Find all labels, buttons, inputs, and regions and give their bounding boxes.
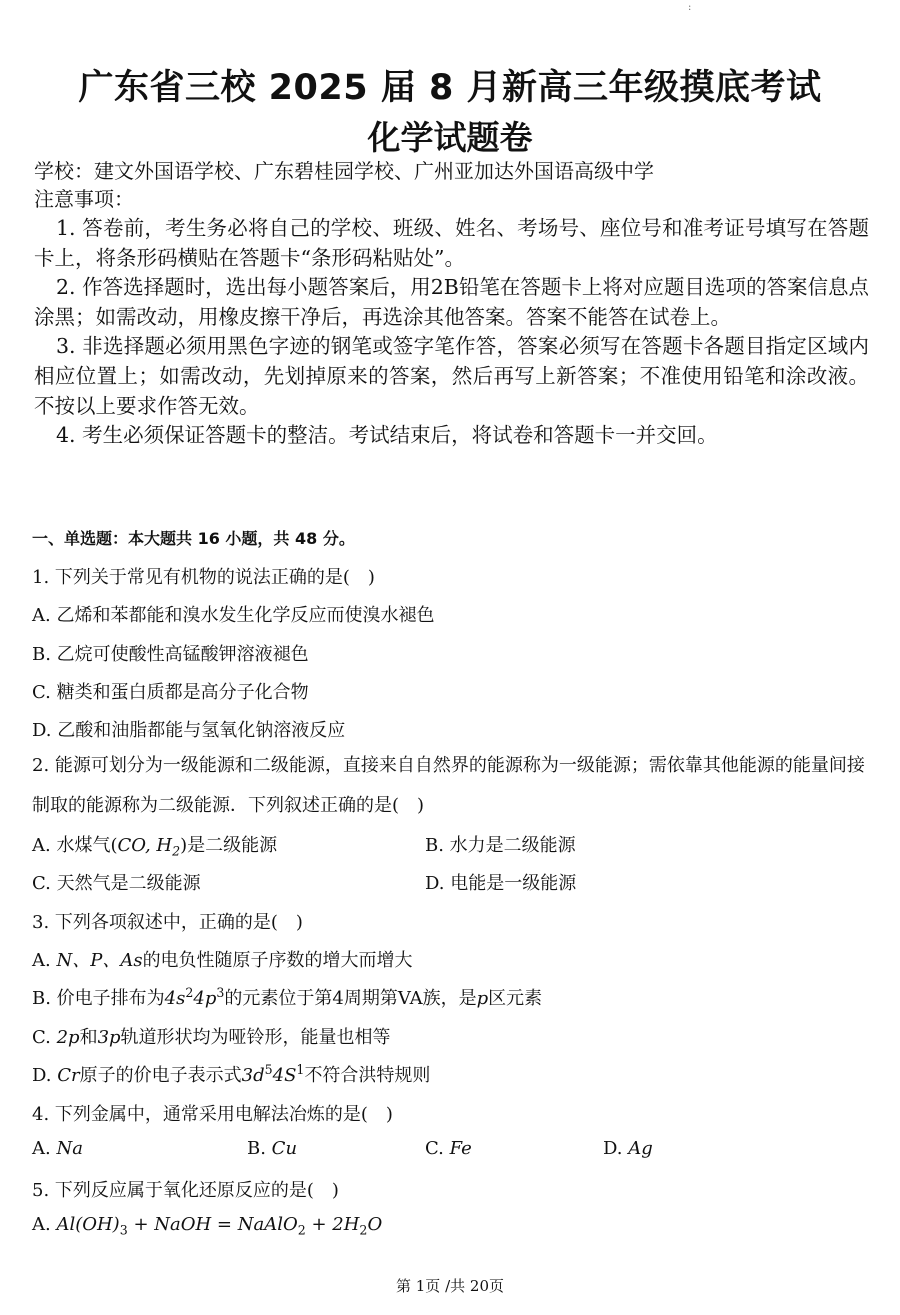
- question-4-option-b: B. Cu: [247, 1138, 298, 1159]
- question-5-option-a: A. $Al(OH)_3$ + NaOH = NaAlO$_2$ + $2H_2O$: [32, 1214, 383, 1238]
- question-3-option-a: A. N、P、As的电负性随原子序数的增大而增大: [32, 950, 413, 971]
- notice-item: 2. 作答选择题时，选出每小题答案后，用2B铅笔在答题卡上将对应题目选项的答案信息点涂黑；如需改动，用橡皮擦干净后，再选涂其他答案。答案不能答在试卷上。: [34, 275, 869, 329]
- page-footer: 第 1页 /共 20页: [396, 1277, 504, 1295]
- question-4-option-a: A. Na: [32, 1138, 83, 1159]
- notice-item: 1. 答卷前，考生务必将自己的学校、班级、姓名、考场号、座位号和准考证号填写在答题卡上，将条形码横贴在答题卡“条形码粘贴处”。: [34, 216, 869, 270]
- question-1-stem: 1. 下列关于常见有机物的说法正确的是( ): [32, 567, 375, 588]
- question-4-option-c: C. Fe: [425, 1138, 472, 1159]
- question-1-option-d: D. 乙酸和油脂都能与氢氧化钠溶液反应: [32, 720, 346, 741]
- question-1-option-b: B. 乙烷可使酸性高锰酸钾溶液褪色: [32, 644, 309, 665]
- question-4-option-d: D. Ag: [603, 1138, 653, 1159]
- question-2-stem: 2. 能源可划分为一级能源和二级能源，直接来自自然界的能源称为一级能源；需依靠其他能源的能量间接制取的能源称为二级能源．下列叙述正确的是( ): [32, 755, 865, 816]
- question-5-stem: 5. 下列反应属于氧化还原反应的是( ): [32, 1180, 339, 1201]
- notice-heading: 注意事项：: [34, 187, 134, 211]
- corner-mark: :: [688, 2, 692, 13]
- question-2-option-c: C. 天然气是二级能源: [32, 873, 201, 894]
- section-title: 一、单选题：本大题共 16 小题，共 48 分。: [32, 529, 355, 548]
- school-line: 学校：建文外国语学校、广东碧桂园学校、广州亚加达外国语高级中学: [34, 159, 654, 183]
- question-2-option-b: B. 水力是二级能源: [425, 835, 576, 856]
- exam-title: 广东省三校 2025 届 8 月新高三年级摸底考试: [78, 68, 822, 108]
- notice-item: 3. 非选择题必须用黑色字迹的钢笔或签字笔作答，答案必须写在答题卡各题目指定区域内相应位置上；如需改动，先划掉原来的答案，然后再写上新答案；不准使用铅笔和涂改液。不按以上要求作答无效。: [34, 334, 869, 418]
- question-2-option-a: A. 水煤气(CO, $H_2$)是二级能源: [32, 835, 278, 859]
- question-1-option-c: C. 糖类和蛋白质都是高分子化合物: [32, 682, 309, 703]
- exam-subtitle: 化学试题卷: [367, 118, 533, 157]
- question-3-option-d: D. Cr原子的价电子表示式$3d^54S^1$不符合洪特规则: [32, 1062, 431, 1086]
- question-1-option-a: A. 乙烯和苯都能和溴水发生化学反应而使溴水褪色: [32, 605, 435, 626]
- question-3-option-b: B. 价电子排布为$4s^24p^3$的元素位于第4周期第VA族，是p区元素: [32, 985, 543, 1009]
- question-4-stem: 4. 下列金属中，通常采用电解法冶炼的是( ): [32, 1104, 393, 1125]
- question-2-option-d: D. 电能是一级能源: [425, 873, 577, 894]
- notice-item: 4. 考生必须保证答题卡的整洁。考试结束后，将试卷和答题卡一并交回。: [56, 423, 718, 447]
- question-3-stem: 3. 下列各项叙述中，正确的是( ): [32, 912, 303, 933]
- question-3-option-c: C. 2p和3p轨道形状均为哑铃形，能量也相等: [32, 1027, 391, 1048]
